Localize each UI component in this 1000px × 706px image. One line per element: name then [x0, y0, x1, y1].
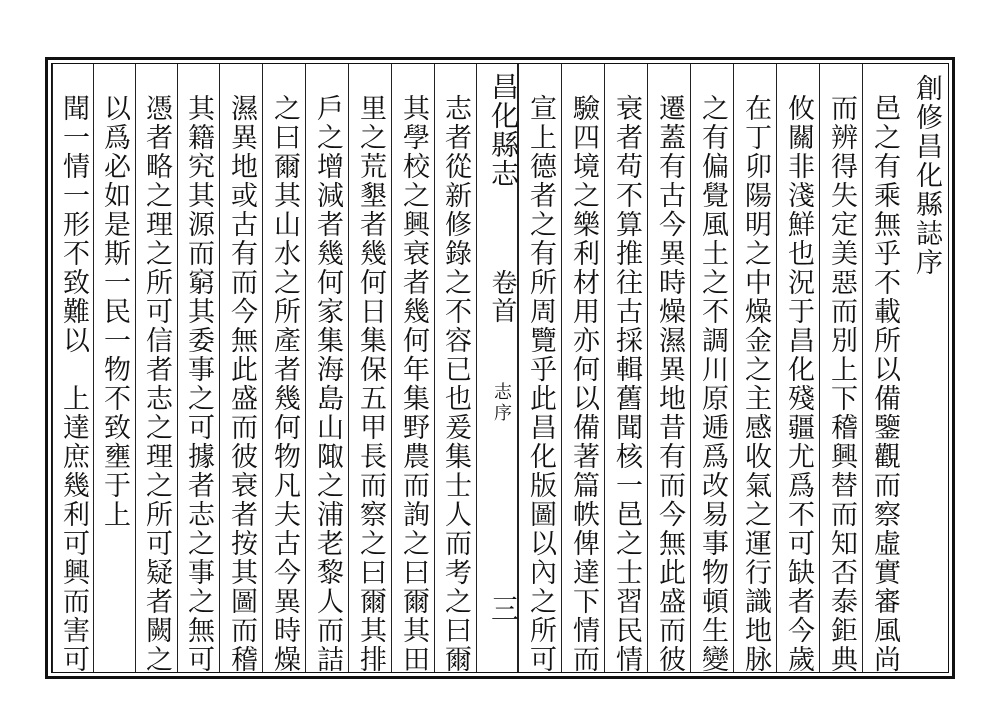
volume-label: 卷首 [487, 269, 517, 325]
text-column: 遷蓋有古今異時燥濕異地昔有而今無此盛而彼 [647, 64, 690, 672]
preface-title: 創修昌化縣誌序 [911, 74, 942, 277]
banxin-column [476, 64, 518, 672]
text-column: 而辨得失定美惡而別上下稽興替而知否泰鉅典 [819, 64, 862, 672]
text-column: 其籍究其源而窮其委事之可據者志之事之無可 [177, 64, 219, 672]
text-column: 驗四境之樂利材用亦何以備著篇帙俾達下情而 [561, 64, 604, 672]
text-column: 在丁卯陽明之中燥金之主感收氣之運行識地脉 [733, 64, 776, 672]
page-number: 三 [487, 594, 520, 622]
text-column: 宣上德者之有所周覽乎此昌化版圖以內之所可 [518, 64, 561, 672]
section-label: 志序 [491, 382, 512, 424]
text-column: 戶之增減者幾何家集海島山陬之浦老黎人而詰 [305, 64, 348, 672]
text-column: 濕異地或古有而今無此盛而彼衰者按其圖而稽 [219, 64, 262, 672]
book-title: 昌化縣志 [487, 72, 520, 188]
text-column: 衰者苟不算推往古採輯舊聞核一邑之士習民情 [604, 64, 647, 672]
text-column: 聞一情一形不致難以 上達庶幾利可興而害可 [52, 64, 93, 672]
text-column: 以爲必如是斯一民一物不致壅于上 [93, 64, 135, 672]
text-column: 志者從新修錄之不容已也爰集士人而考之曰爾 [434, 64, 476, 672]
text-column [905, 64, 949, 672]
text-column: 邑之有乘無乎不載所以備鑒觀而察虛實審風尚 [862, 64, 905, 672]
text-column: 其學校之興衰者幾何年集野農而詢之曰爾其田 [391, 64, 434, 672]
text-column: 之曰爾其山水之所產者幾何物凡夫古今異時燥 [262, 64, 305, 672]
text-column: 攸關非淺鮮也況于昌化殘疆尤爲不可缺者今歲 [776, 64, 819, 672]
text-column: 之有偏覺風土之不調川原逓爲改易事物頓生變 [690, 64, 733, 672]
text-column: 憑者略之理之所可信者志之理之所可疑者闕之 [135, 64, 177, 672]
text-column: 里之荒墾者幾何日集保五甲長而察之曰爾其排 [348, 64, 391, 672]
